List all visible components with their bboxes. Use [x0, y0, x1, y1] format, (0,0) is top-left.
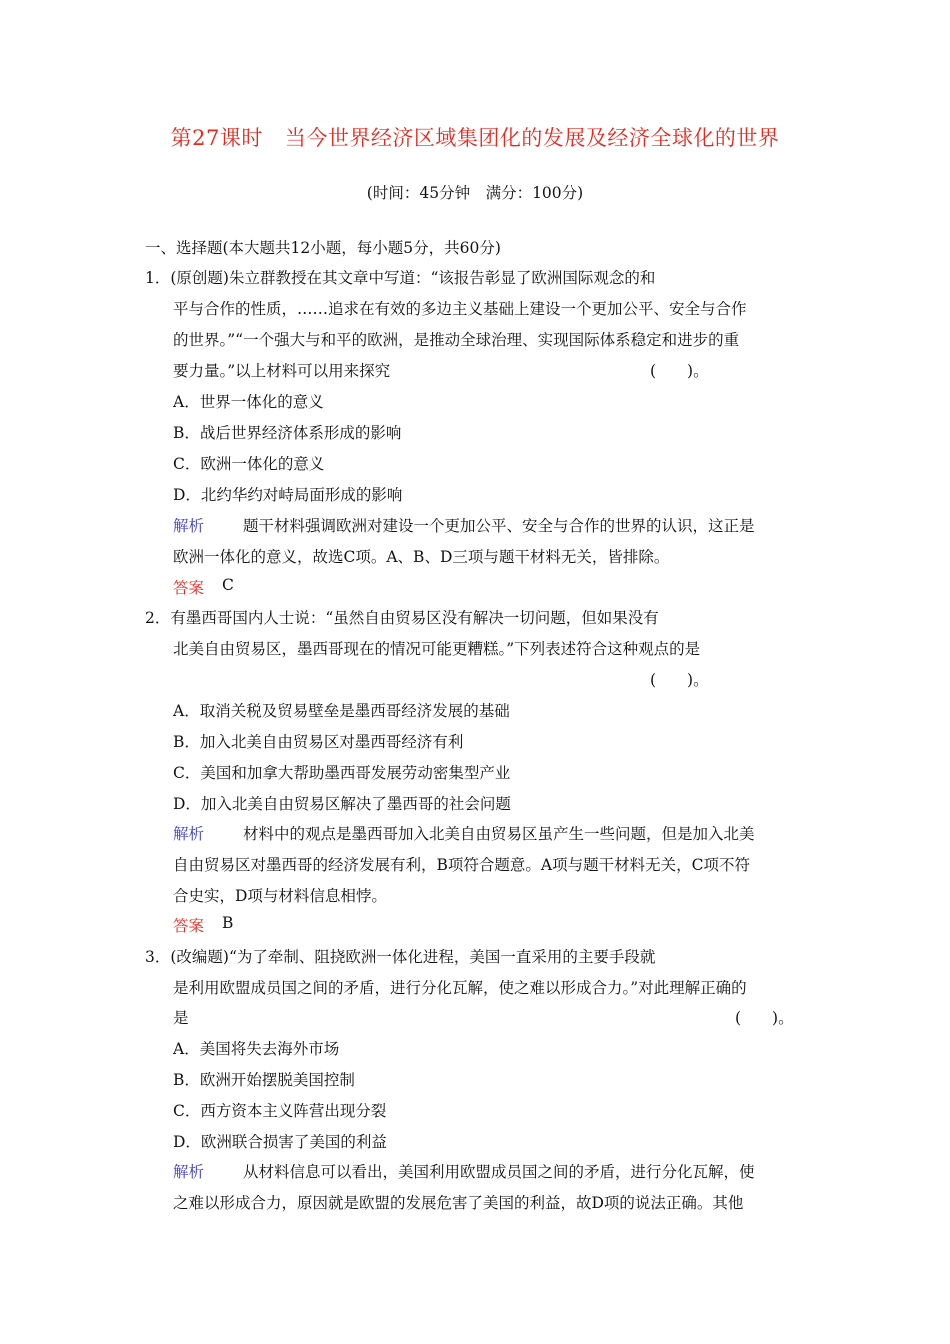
q2-answer: B	[222, 914, 234, 932]
page-title	[0, 122, 950, 152]
q2-analysis-line: 材料中的观点是墨西哥加入北美自由贸易区虽产生一些问题，但是加入北美	[243, 825, 755, 843]
lesson-topic: 当今世界经济区域集团化的发展及经济全球化的世界	[284, 126, 780, 150]
q1-option-d: D．北约华约对峙局面形成的影响	[173, 486, 403, 504]
q3-stem-line: 是利用欧盟成员国之间的矛盾，进行分化瓦解，使之难以形成合力。”对此理解正确的	[173, 979, 747, 997]
q2-stem-line: 北美自由贸易区，墨西哥现在的情况可能更糟糕。”下列表述符合这种观点的是	[173, 640, 701, 658]
q1-analysis-line: 题干材料强调欧洲对建设一个更加公平、安全与合作的世界的认识，这正是	[243, 517, 755, 535]
q2-analysis-line: 自由贸易区对墨西哥的经济发展有利，B项符合题意。A项与题干材料无关，C项不符	[173, 856, 750, 874]
q1-answer-label: 答案	[173, 579, 205, 597]
q3-analysis-line: 从材料信息可以看出，美国利用欧盟成员国之间的矛盾，进行分化瓦解，使	[243, 1163, 755, 1181]
lesson-number: 第27课时	[170, 126, 263, 150]
q1-answer: C	[222, 576, 234, 594]
q1-option-a: A．世界一体化的意义	[173, 393, 324, 411]
q1-stem-line: 平与合作的性质，……追求在有效的多边主义基础上建设一个更加公平、安全与合作	[173, 300, 747, 318]
q3-analysis-line: 之难以形成合力，原因就是欧盟的发展危害了美国的利益，故D项的说法正确。其他	[173, 1194, 744, 1212]
q1-stem-line: 1．(原创题)朱立群教授在其文章中写道：“该报告彰显了欧洲国际观念的和	[145, 269, 656, 287]
q2-option-a: A．取消关税及贸易壁垒是墨西哥经济发展的基础	[173, 702, 510, 720]
q2-answer-blank: ( )。	[650, 671, 709, 689]
q2-stem-line: 2．有墨西哥国内人士说：“虽然自由贸易区没有解决一切问题，但如果没有	[145, 609, 659, 627]
q3-stem-line: 是	[173, 1009, 189, 1027]
q3-option-a: A．美国将失去海外市场	[173, 1040, 340, 1058]
q1-option-c: C．欧洲一体化的意义	[173, 455, 325, 473]
q3-stem-line: 3．(改编题)“为了牵制、阻挠欧洲一体化进程，美国一直采用的主要手段就	[145, 948, 656, 966]
section-heading: 一、选择题(本大题共12小题，每小题5分，共60分)	[145, 239, 501, 257]
exam-info: (时间：45分钟 满分：100分)	[366, 184, 584, 202]
q2-option-d: D．加入北美自由贸易区解决了墨西哥的社会问题	[173, 795, 511, 813]
q2-analysis-line: 合史实，D项与材料信息相悖。	[173, 887, 387, 905]
q1-analysis-label: 解析	[173, 517, 205, 535]
q2-answer-label: 答案	[173, 917, 205, 935]
q3-option-d: D．欧洲联合损害了美国的利益	[173, 1133, 387, 1151]
q2-analysis-label: 解析	[173, 825, 205, 843]
q1-option-b: B．战后世界经济体系形成的影响	[173, 424, 402, 442]
q3-option-b: B．欧洲开始摆脱美国控制	[173, 1071, 355, 1089]
q3-option-c: C．西方资本主义阵营出现分裂	[173, 1102, 387, 1120]
q3-answer-blank: ( )。	[735, 1009, 794, 1027]
q2-option-b: B．加入北美自由贸易区对墨西哥经济有利	[173, 733, 464, 751]
q1-stem-line: 要力量。”以上材料可以用来探究	[173, 362, 391, 380]
q1-answer-blank: ( )。	[650, 362, 709, 380]
q2-option-c: C．美国和加拿大帮助墨西哥发展劳动密集型产业	[173, 764, 511, 782]
q3-analysis-label: 解析	[173, 1163, 205, 1181]
q1-analysis-line: 欧洲一体化的意义，故选C项。A、B、D三项与题干材料无关，皆排除。	[173, 548, 670, 566]
q1-stem-line: 的世界。”“一个强大与和平的欧洲，是推动全球治理、实现国际体系稳定和进步的重	[173, 331, 740, 349]
